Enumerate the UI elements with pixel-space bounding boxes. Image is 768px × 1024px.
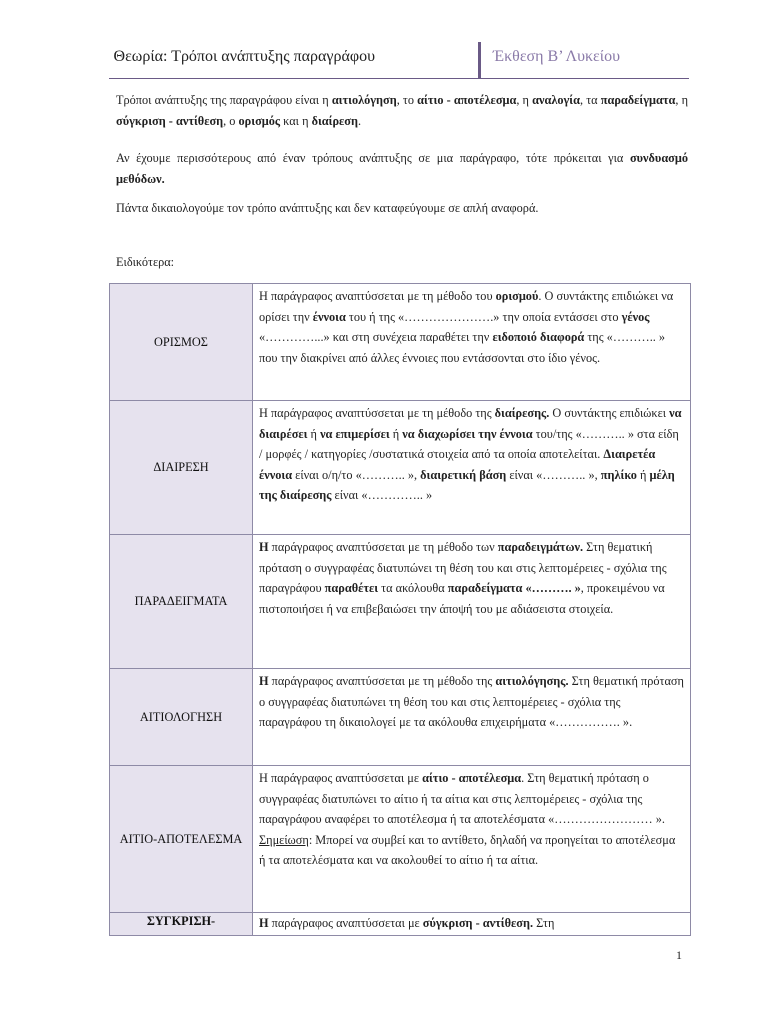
method-label: ΑΙΤΙΟΛΟΓΗΣΗ [110,669,253,766]
header-title: Θεωρία: Τρόποι ανάπτυξης παραγράφου [113,48,375,65]
table-row [110,766,691,913]
method-description: Η παράγραφος αναπτύσσεται με τη μέθοδο της διαίρεσης. Ο συντάκτης επιδιώκει να διαιρέσει ή να επιμερίσει ή να διαχωρίσει την έννοια του/της «……….. » στα είδη / μορφές / κατηγορίες /συστατικά στοιχεία από τα οποία αποτελείται. Διαιρετέα έννοια είναι ο/η/το «……….. », διαιρετική βάση είναι «……….. », πηλίκο ή μέλη της διαίρεσης είναι «………….. » [253,401,691,535]
method-description: Η παράγραφος αναπτύσσεται με τη μέθοδο της αιτιολόγησης. Στη θεματική πρόταση ο συγγραφέας διατυπώνει τη θέση του και στις λεπτομέρειες - σχόλια της παραγράφου τη δικαιολογεί με τα ακόλουθα επιχειρήματα «……………. ». [253,669,691,766]
page-header [109,42,689,79]
table-row [110,669,691,766]
method-label: ΟΡΙΣΜΟΣ [110,284,253,401]
method-description: Η παράγραφος αναπτύσσεται με τη μέθοδο των παραδειγμάτων. Στη θεματική πρόταση ο συγγραφέας διατυπώνει τη θέση του και στις λεπτομέρειες - σχόλια της παραγράφου παραθέτει τα ακόλουθα παραδείγματα «………. », προκειμένου να πιστοποιήσει ή να επιβεβαιώσει την άποψή του με αδιάσειστα στοιχεία. [253,535,691,669]
intro-paragraph-2: Αν έχουμε περισσότερους από έναν τρόπους ανάπτυξης σε μια παράγραφο, τότε πρόκειται για συνδυασμό μεθόδων. [116,151,688,186]
page-number: 1 [676,948,682,962]
table-row [110,913,691,936]
note-label: Σημείωση [259,832,309,847]
method-label: ΑΙΤΙΟ-ΑΠΟΤΕΛΕΣΜΑ [110,766,253,913]
table-row [110,284,691,401]
header-divider [478,42,481,78]
method-label: ΣΥΓΚΡΙΣΗ- [110,913,253,936]
methods-table [109,283,691,936]
intro-paragraph-3: Πάντα δικαιολογούμε τον τρόπο ανάπτυξης και δεν καταφεύγουμε σε απλή αναφορά. [116,201,539,215]
table-row [110,401,691,535]
method-label: ΔΙΑΙΡΕΣΗ [110,401,253,535]
intro-paragraph-1: Τρόποι ανάπτυξης της παραγράφου είναι η αιτιολόγηση, το αίτιο - αποτέλεσμα, η αναλογία, τα παραδείγματα, η σύγκριση - αντίθεση, ο ορισμός και η διαίρεση. [116,93,689,128]
method-description: Η παράγραφος αναπτύσσεται με σύγκριση - αντίθεση. Στη [253,913,691,936]
table-row [110,535,691,669]
intro-paragraph-4: Ειδικότερα: [116,255,175,269]
method-label: ΠΑΡΑΔΕΙΓΜΑΤΑ [110,535,253,669]
method-description: Η παράγραφος αναπτύσσεται με τη μέθοδο του ορισμού. Ο συντάκτης επιδιώκει να ορίσει την έννοια του ή της «………………….» την οποία εντάσσει στο γένος «…………...» και στη συνέχεια παραθέτει την ειδοποιό διαφορά της «……….. » που την διακρίνει από άλλες έννοιες που εντάσσονται στο ίδιο γένος. [253,284,691,401]
method-description: Η παράγραφος αναπτύσσεται με αίτιο - αποτέλεσμα. Στη θεματική πρόταση ο συγγραφέας διατυπώνει το αίτιο ή τα αίτια και στις λεπτομέρειες - σχόλια της παραγράφου αναφέρει το αποτέλεσμα ή τα αποτελέσματα «…………………… ». Σημείωση: Μπορεί να συμβεί και το αντίθετο, δηλαδή να προηγείται το αποτέλεσμα ή τα αποτελέσματα και να ακολουθεί το αίτιο ή τα αίτια. [253,766,691,913]
header-subject: Έκθεση Β’ Λυκείου [493,48,620,65]
note-text: : Μπορεί να συμβεί και το αντίθετο, δηλαδή να προηγείται το αποτέλεσμα ή τα αποτελέσματα και να ακολουθεί το αίτιο ή τα αίτια. [259,832,676,868]
